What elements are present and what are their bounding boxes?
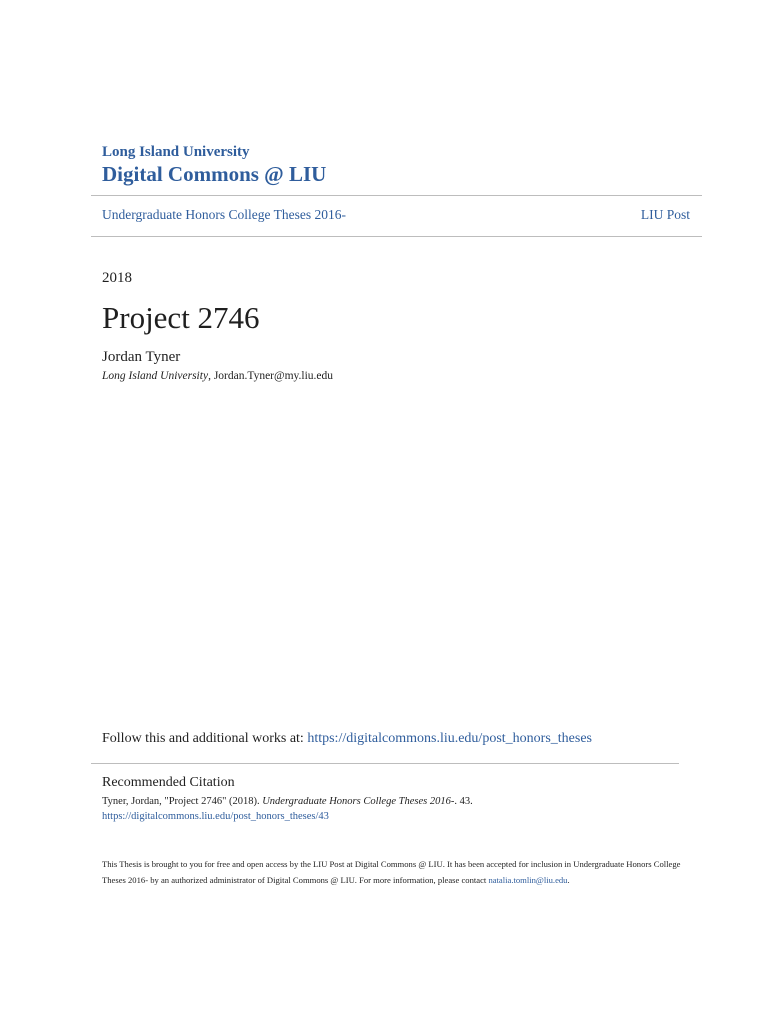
citation-suffix: . 43. (454, 796, 473, 807)
notice-end: . (567, 875, 570, 885)
follow-line (102, 731, 592, 747)
author-name: Jordan Tyner (102, 349, 181, 365)
publication-year: 2018 (102, 270, 132, 286)
header-divider-top (91, 195, 702, 196)
notice-text: This Thesis is brought to you for free and open access by the LIU Post at Digital Commons @ LIU. It has been accepted for inclusion in Undergraduate Honors College Theses 2016- by an authorized administrator of Digital Commons @ LIU. For more information, please contact (102, 859, 681, 885)
citation-link[interactable]: https://digitalcommons.liu.edu/post_honors_theses/43 (102, 811, 329, 822)
affiliation-separator: , (208, 370, 214, 382)
collection-link[interactable]: Undergraduate Honors College Theses 2016- (102, 207, 346, 222)
citation-series: Undergraduate Honors College Theses 2016- (262, 796, 455, 807)
campus-link[interactable]: LIU Post (640, 207, 690, 222)
repository-name[interactable]: Digital Commons @ LIU (102, 162, 327, 186)
follow-label: Follow this and additional works at: (102, 731, 308, 746)
follow-divider (91, 763, 679, 764)
citation-prefix: Tyner, Jordan, "Project 2746" (2018). (102, 796, 263, 807)
contact-email-link[interactable]: natalia.tomlin@liu.edu (488, 875, 568, 885)
follow-link[interactable]: https://digitalcommons.liu.edu/post_honors_theses (307, 731, 592, 746)
header-divider-bottom (91, 236, 702, 237)
author-email: Jordan.Tyner@my.liu.edu (213, 370, 334, 382)
work-title: Project 2746 (102, 300, 260, 335)
author-affiliation (102, 370, 333, 382)
recommended-citation-heading: Recommended Citation (102, 775, 235, 790)
access-notice (102, 856, 682, 888)
citation-text (102, 796, 473, 807)
institution-name: Long Island University (102, 144, 250, 160)
affiliation-institution: Long Island University (102, 370, 209, 382)
